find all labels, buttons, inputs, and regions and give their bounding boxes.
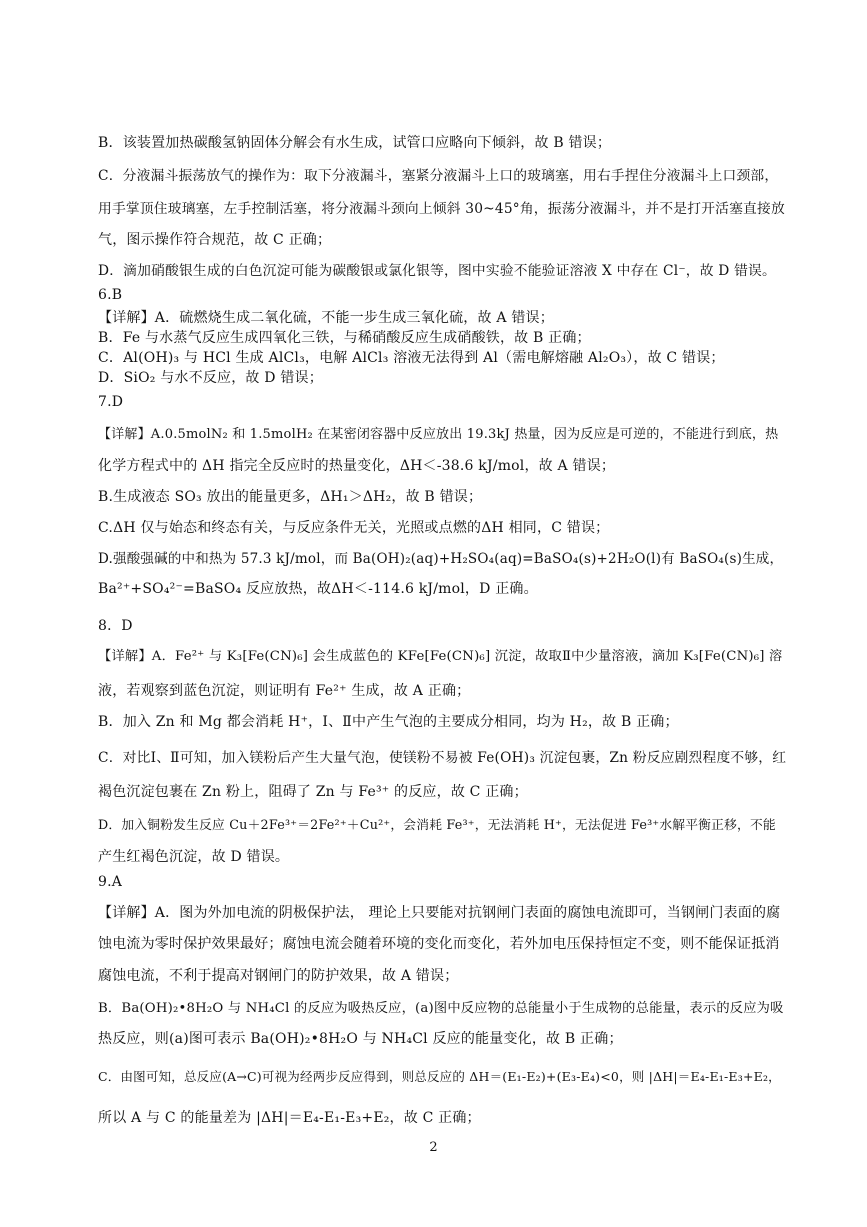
text-line: D．SiO₂ 与水不反应，故 D 错误； xyxy=(98,370,323,386)
text-line: 【详解】A．Fe²⁺ 与 K₃[Fe(CN)₆] 会生成蓝色的 KFe[Fe(CN)₆] 沉淀，故取Ⅱ中少量溶液，滴加 K₃[Fe(CN)₆] 溶 xyxy=(98,649,783,664)
text-line: Ba²⁺+SO₄²⁻=BaSO₄ 反应放热，故ΔH＜-114.6 kJ/mol，D 正确。 xyxy=(98,581,538,597)
question-number: 8．D xyxy=(98,618,133,634)
text-line: 热反应，则(a)图可表示 Ba(OH)₂•8H₂O 与 NH₄Cl 反应的能量变化，故 B 正确； xyxy=(98,1031,623,1047)
question-number: 7.D xyxy=(98,394,124,410)
text-line: C．Al(OH)₃ 与 HCl 生成 AlCl₃，电解 AlCl₃ 溶液无法得到 Al（需电解熔融 Al₂O₃），故 C 错误； xyxy=(98,350,725,366)
page-number: 2 xyxy=(429,1140,438,1155)
text-line: B．Fe 与水蒸气反应生成四氧化三铁，与稀硝酸反应生成硝酸铁，故 B 正确； xyxy=(98,330,591,346)
text-line: B.生成液态 SO₃ 放出的能量更多，ΔH₁＞ΔH₂，故 B 错误； xyxy=(98,489,483,505)
text-line: C．对比Ⅰ、Ⅱ可知，加入镁粉后产生大量气泡，使镁粉不易被 Fe(OH)₃ 沉淀包裹，Zn 粉反应剧烈程度不够，红 xyxy=(98,750,787,766)
text-line: 用手掌顶住玻璃塞，左手控制活塞，将分液漏斗颈向上倾斜 30~45°角，振荡分液漏斗，并不是打开活塞直接放 xyxy=(98,201,785,217)
text-line: D．加入铜粉发生反应 Cu＋2Fe³⁺＝2Fe²⁺＋Cu²⁺，会消耗 Fe³⁺，无法消耗 H⁺，无法促进 Fe³⁺水解平衡正移，不能 xyxy=(98,818,776,833)
text-line: 所以 A 与 C 的能量差为 |ΔH|＝E₄-E₁-E₃+E₂，故 C 正确； xyxy=(98,1110,481,1126)
text-line: C.ΔH 仅与始态和终态有关，与反应条件无关，光照或点燃的ΔH 相同，C 错误； xyxy=(98,520,610,536)
text-line: 【详解】A.0.5molN₂ 和 1.5molH₂ 在某密闭容器中反应放出 19.3kJ 热量，因为反应是可逆的，不能进行到底，热 xyxy=(98,427,779,442)
text-line: 蚀电流为零时保护效果最好；腐蚀电流会随着环境的变化而变化，若外加电压保持恒定不变，则不能保证抵消 xyxy=(98,936,780,952)
text-line: B．加入 Zn 和 Mg 都会消耗 H⁺，Ⅰ、Ⅱ中产生气泡的主要成分相同，均为 H₂，故 B 正确； xyxy=(98,714,679,730)
question-number: 9.A xyxy=(98,874,123,890)
text-line: 腐蚀电流，不利于提高对钢闸门的防护效果，故 A 错误； xyxy=(98,968,459,984)
text-line: 化学方程式中的 ΔH 指完全反应时的热量变化，ΔH＜-38.6 kJ/mol，故 A 错误； xyxy=(98,458,616,474)
text-line: D.强酸强碱的中和热为 57.3 kJ/mol，而 Ba(OH)₂(aq)+H₂SO₄(aq)=BaSO₄(s)+2H₂O(l)有 BaSO₄(s)生成， xyxy=(98,551,784,567)
text-line: C．由图可知，总反应(A→C)可视为经两步反应得到，则总反应的 ΔH＝(E₁-E₂)+(E₃-E₄)<0，则 |ΔH|＝E₄-E₁-E₃+E₂， xyxy=(98,1069,781,1084)
text-line: 【详解】A．图为外加电流的阴极保护法， 理论上只要能对抗钢闸门表面的腐蚀电流即可，当钢闸门表面的腐 xyxy=(98,905,781,921)
text-line: C．分液漏斗振荡放气的操作为：取下分液漏斗，塞紧分液漏斗上口的玻璃塞，用右手捏住分液漏斗上口颈部， xyxy=(98,168,779,184)
question-number: 6.B xyxy=(98,287,123,303)
text-line: D．滴加硝酸银生成的白色沉淀可能为碳酸银或氯化银等，图中实验不能验证溶液 X 中存在 Cl⁻，故 D 错误。 xyxy=(98,263,776,279)
text-line: 气，图示操作符合规范，故 C 正确； xyxy=(98,232,332,248)
text-line: 【详解】A．硫燃烧生成二氧化硫，不能一步生成三氧化硫，故 A 错误； xyxy=(98,310,554,326)
text-line: B．该装置加热碳酸氢钠固体分解会有水生成，试管口应略向下倾斜，故 B 错误； xyxy=(98,135,612,151)
text-line: B．Ba(OH)₂•8H₂O 与 NH₄Cl 的反应为吸热反应，(a)图中反应物的总能量小于生成物的总能量，表示的反应为吸 xyxy=(98,1001,784,1016)
text-line: 产生红褐色沉淀，故 D 错误。 xyxy=(98,849,290,865)
text-line: 褐色沉淀包裹在 Zn 粉上，阻碍了 Zn 与 Fe³⁺ 的反应，故 C 正确； xyxy=(98,784,528,800)
text-line: 液，若观察到蓝色沉淀，则证明有 Fe²⁺ 生成，故 A 正确； xyxy=(98,683,471,699)
